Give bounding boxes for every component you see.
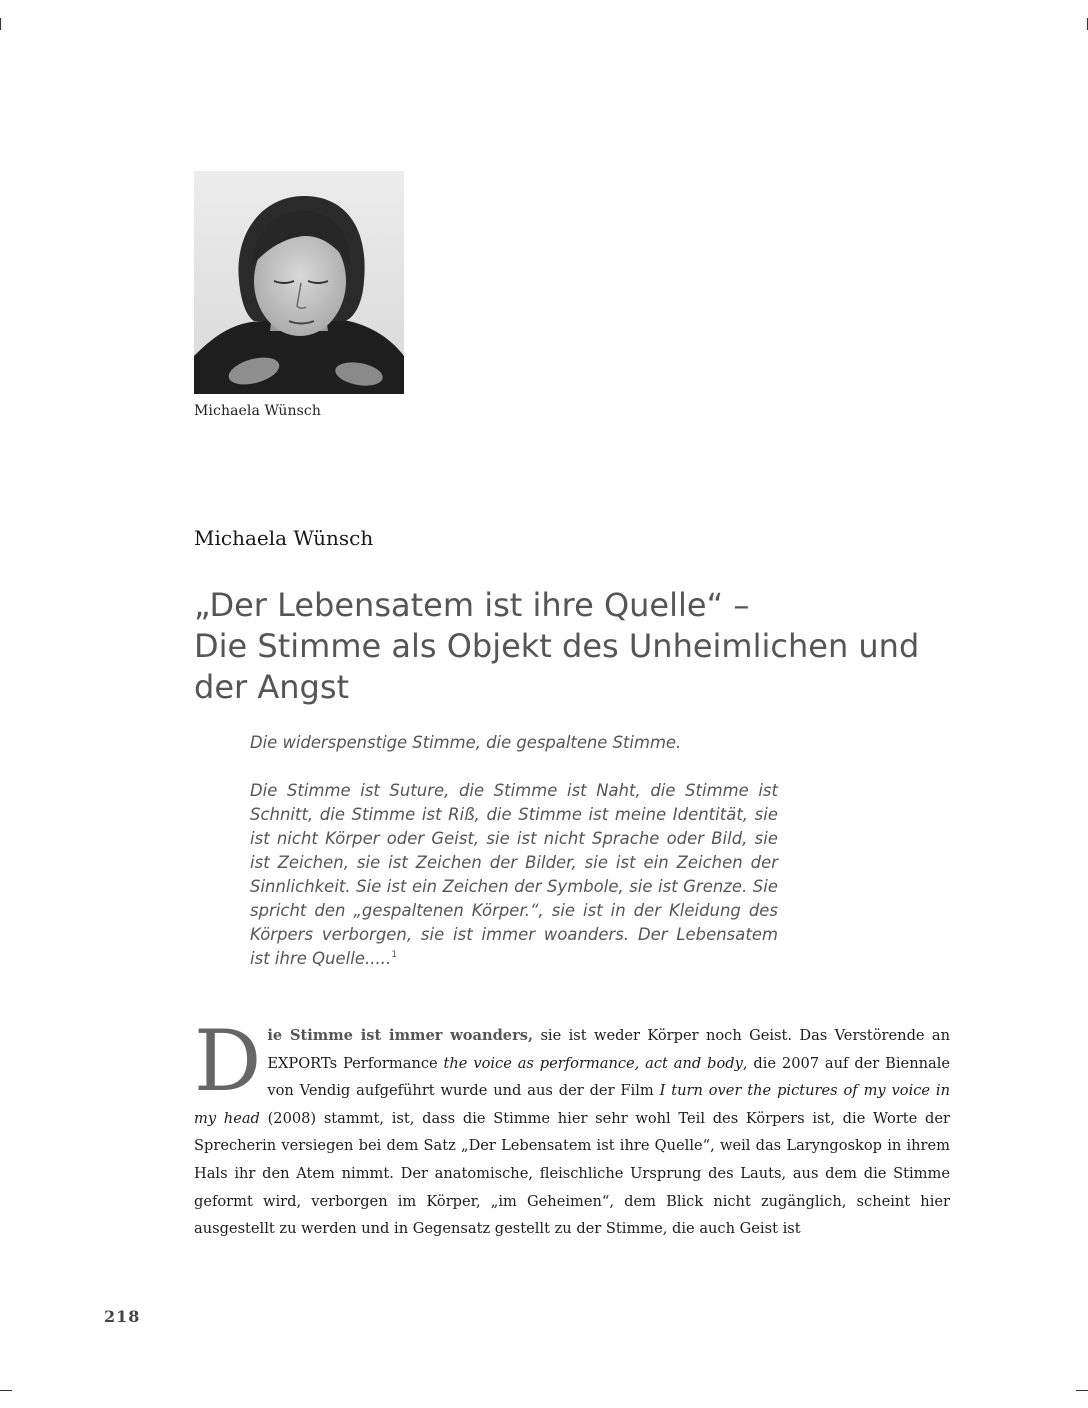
body-text-segment: , die 2007 auf der Biennale von Vendig aufgeführt wurde und aus der der Film xyxy=(267,1054,950,1100)
title-line-1: „Der Lebensatem ist ihre Quelle“ – xyxy=(194,586,750,624)
page-number: 218 xyxy=(104,1307,141,1326)
figure-caption: Michaela Wünsch xyxy=(194,403,321,419)
epigraph-body xyxy=(250,779,778,971)
drop-cap: D xyxy=(194,1012,262,1110)
footnote-marker[interactable]: 1 xyxy=(391,950,398,960)
epigraph-lead: Die widerspenstige Stimme, die gespaltene Stimme. xyxy=(250,733,682,752)
film-title: I turn over the pictures of my voice in my head xyxy=(194,1082,950,1127)
lead-in-text: ie Stimme ist immer woanders, xyxy=(267,1027,534,1044)
body-text-segment: (2008) stammt, ist, dass die Stimme hier sehr wohl Teil des Körpers ist, die Worte der Sprecherin versiegen bei dem Satz „Der Lebensatem ist ihre Quelle“, weil das Laryngoskop in ihrem Hals ihr den Atem nimmt. Der anatomische, fleischliche Ursprung des Lauts, aus dem die Stimme geformt wird, verborgen im Körper, „im Geheimen“, dem Blick nicht zugänglich, scheint hier ausgestellt zu werden und in Gegensatz gestellt zu der Stimme, die auch Geist ist xyxy=(194,1109,950,1238)
epigraph-text: Die Stimme ist Suture, die Stimme ist Naht, die Stimme ist Schnitt, die Stimme ist Riß, die Stimme ist meine Identität, sie ist nicht Körper oder Geist, sie ist nicht Sprache oder Bild, sie ist Zeichen, sie ist Zeichen der Bilder, sie ist ein Zeichen der Sinnlichkeit. Sie ist ein Zeichen der Symbole, sie ist Grenze. Sie spricht den „gespaltenen Körper.“, sie ist in der Kleidung des Körpers verborgen, sie ist immer woanders. Der Lebensatem ist ihre Quelle..... xyxy=(250,781,778,968)
work-title: the voice as performance, act and body xyxy=(443,1054,743,1072)
author-portrait-photo xyxy=(194,171,404,394)
article-author: Michaela Wünsch xyxy=(194,526,374,550)
crop-mark xyxy=(1076,1390,1088,1391)
article-title xyxy=(194,585,974,708)
body-text-segment: sie ist weder Körper noch Geist. Das Verstörende an EXPORTs Performance xyxy=(267,1027,950,1072)
crop-mark xyxy=(0,1390,12,1391)
body-paragraph xyxy=(194,1012,950,1243)
portrait-illustration xyxy=(194,171,404,394)
title-line-3: der Angst xyxy=(194,668,350,706)
title-line-2: Die Stimme als Objekt des Unheimlichen und xyxy=(194,627,920,665)
crop-mark xyxy=(0,18,1,30)
epigraph xyxy=(250,731,778,971)
